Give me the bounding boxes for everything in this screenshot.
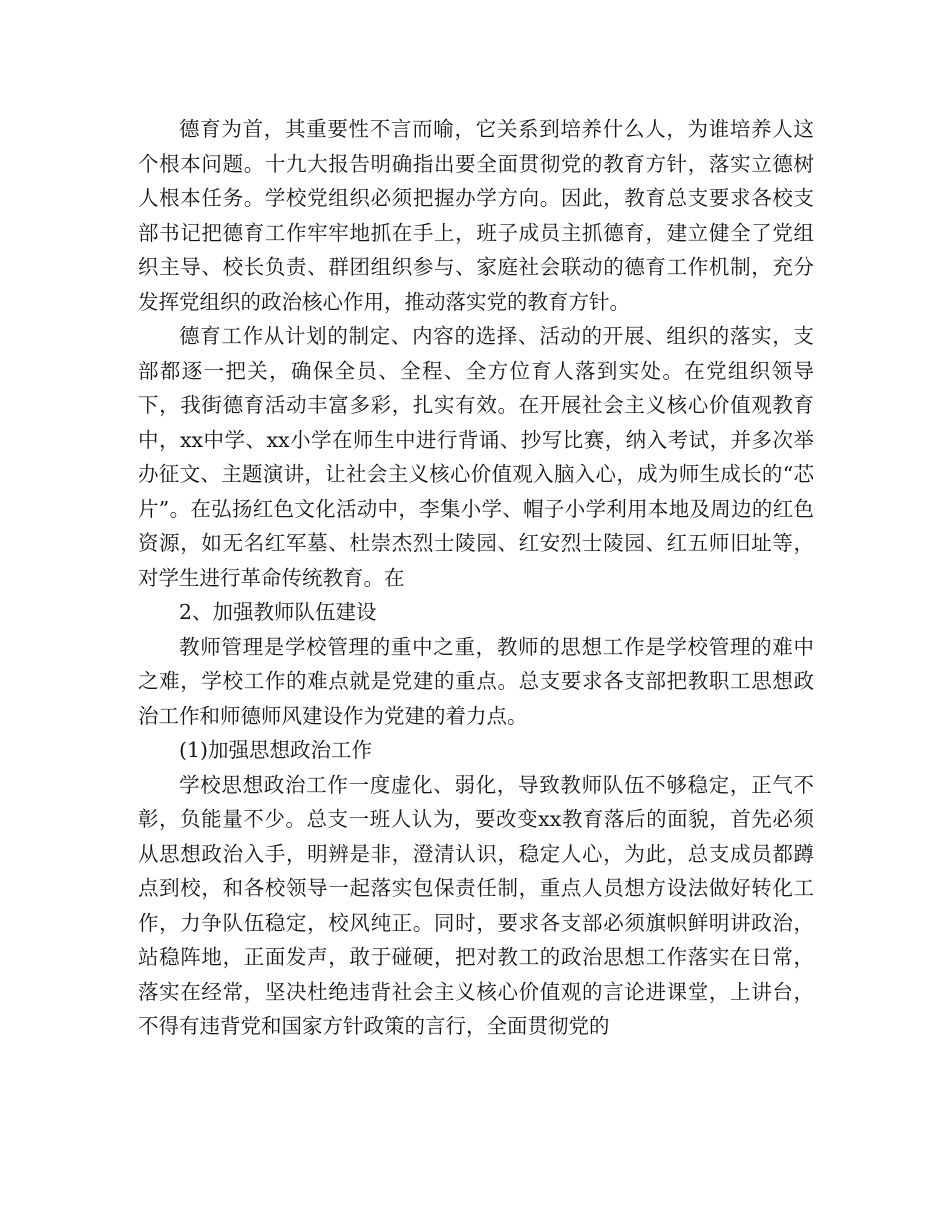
document-body [138,112,814,1044]
paragraph-moral-education-activities: 德育工作从计划的制定、内容的选择、活动的开展、组织的落实，支部都逐一把关，确保全员、全程、全方位育人落到实处。在党组织领导下，我街德育活动丰富多彩，扎实有效。在开展社会主义核心价值观教育中，xx中学、xx小学在师生中进行背诵、抄写比赛，纳入考试，并多次举办征文、主题演讲，让社会主义核心价值观入脑入心，成为师生成长的“芯片”。在弘扬红色文化活动中，李集小学、帽子小学利用本地及周边的红色资源，如无名红军墓、杜崇杰烈士陵园、红安烈士陵园、红五师旧址等，对学生进行革命传统教育。在 [138,324,814,590]
paragraph-moral-education-priority: 德育为首，其重要性不言而喻，它关系到培养什么人，为谁培养人这个根本问题。十九大报告明确指出要全面贯彻党的教育方针，落实立德树人根本任务。学校党组织必须把握办学方向。因此，教育总支要求各校支部书记把德育工作牢牢地抓在手上，班子成员主抓德育，建立健全了党组织主导、校长负责、群团组织参与、家庭社会联动的德育工作机制，充分发挥党组织的政治核心作用，推动落实党的教育方针。 [138,117,814,314]
subsection-heading-political-work: (1)加强思想政治工作 [179,738,373,762]
paragraph-teacher-management: 教师管理是学校管理的重中之重，教师的思想工作是学校管理的难中之难，学校工作的难点就是党建的重点。总支要求各支部把教职工思想政治工作和师德师风建设作为党建的着力点。 [138,634,814,728]
paragraph-political-work: 学校思想政治工作一度虚化、弱化，导致教师队伍不够稳定，正气不彰，负能量不少。总支一班人认为，要改变xx教育落后的面貌，首先必须从思想政治入手，明辨是非，澄清认识，稳定人心，为此，总支成员都蹲点到校，和各校领导一起落实包保责任制，重点人员想方设法做好转化工作，力争队伍稳定，校风纯正。同时，要求各支部必须旗帜鲜明讲政治，站稳阵地，正面发声，敢于碰硬，把对教工的政治思想工作落实在日常，落实在经常，坚决杜绝违背社会主义核心价值观的言论进课堂，上讲台，不得有违背党和国家方针政策的言行，全面贯彻党的 [138,772,814,1038]
section-heading-teacher-team: 2、加强教师队伍建设 [179,600,377,624]
